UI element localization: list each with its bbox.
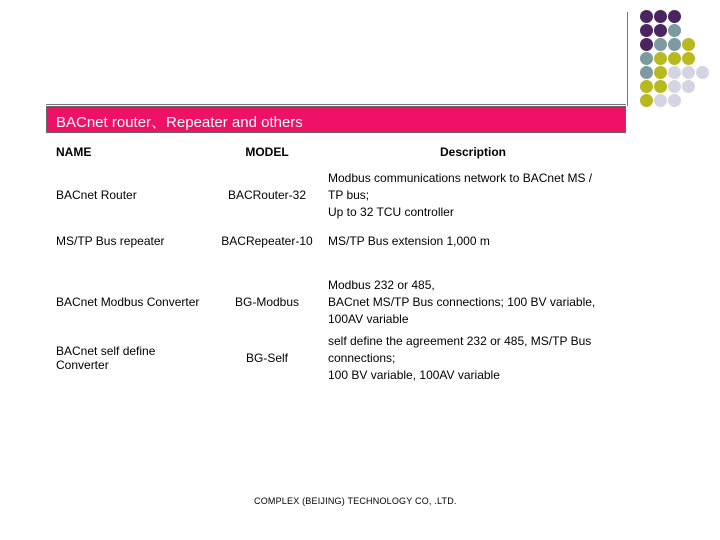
decor-dot: [668, 10, 681, 23]
row-description: [328, 233, 610, 250]
row-model: BG-Self: [245, 351, 288, 365]
decor-dot: [682, 66, 695, 79]
row-model: BACRepeater-10: [221, 234, 313, 248]
row-model: BG-Modbus: [234, 295, 300, 309]
description-line: Modbus 232 or 485,: [328, 278, 435, 292]
row-model: BACRouter-32: [227, 188, 307, 202]
description-line: Up to 32 TCU controller: [328, 205, 454, 219]
decor-dot: [668, 52, 681, 65]
decor-dot: [640, 24, 653, 37]
decor-dot: [654, 94, 667, 107]
decor-dot: [682, 52, 695, 65]
decor-dot: [640, 52, 653, 65]
description-line: MS/TP Bus extension 1,000 m: [328, 234, 490, 248]
name-line: Converter: [56, 358, 109, 372]
decor-dot: [640, 38, 653, 51]
description-line: connections;: [328, 351, 396, 365]
description-line: BACnet MS/TP Bus connections; 100 BV variable,: [328, 295, 596, 309]
header-name: NAME: [56, 145, 92, 159]
decor-dot: [654, 24, 667, 37]
row-name: MS/TP Bus repeater: [56, 234, 165, 248]
decor-dot: [654, 38, 667, 51]
decor-dot: [640, 66, 653, 79]
decor-dot: [696, 66, 709, 79]
name-line: BACnet self define: [56, 344, 156, 358]
page-title: BACnet router、Repeater and others: [56, 114, 303, 131]
description-line: 100 BV variable, 100AV variable: [328, 368, 500, 382]
header-model: MODEL: [245, 145, 289, 159]
decor-dot: [640, 80, 653, 93]
divider-horizontal: [46, 104, 626, 105]
row-description: [328, 170, 610, 221]
decor-dot: [682, 38, 695, 51]
decor-dot: [640, 94, 653, 107]
decor-dot: [654, 52, 667, 65]
divider-vertical: [627, 12, 628, 106]
decor-dot: [654, 66, 667, 79]
footer-company: COMPLEX (BEIJING) TECHNOLOGY CO, .LTD.: [254, 496, 457, 506]
description-line: self define the agreement 232 or 485, MS/TP Bus: [328, 334, 592, 348]
row-description: [328, 277, 610, 328]
decor-dot: [668, 94, 681, 107]
row-description: [328, 333, 610, 384]
decor-dot: [654, 10, 667, 23]
decor-dot: [682, 80, 695, 93]
description-line: 100AV variable: [328, 312, 409, 326]
decor-dot: [668, 80, 681, 93]
decor-dot: [668, 66, 681, 79]
decor-dot: [668, 38, 681, 51]
row-name: [56, 344, 211, 372]
description-line: TP bus;: [328, 188, 370, 202]
header-description: Description: [439, 145, 506, 159]
row-name: BACnet Router: [56, 188, 137, 202]
decor-dot: [668, 24, 681, 37]
title-bar: [46, 106, 626, 133]
description-line: Modbus communications network to BACnet MS /: [328, 171, 593, 185]
row-name: BACnet Modbus Converter: [56, 295, 200, 309]
decor-dot: [654, 80, 667, 93]
decor-dot: [640, 10, 653, 23]
